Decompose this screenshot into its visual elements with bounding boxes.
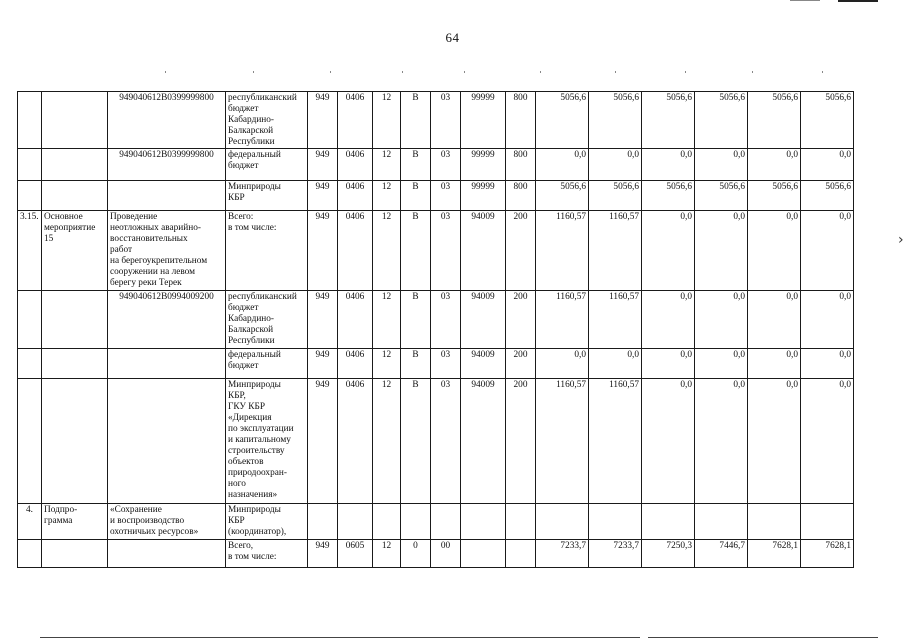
table-cell-grbs — [308, 504, 338, 540]
table-cell-vr: 800 — [506, 92, 536, 149]
table-cell-source: Всего, в том числе: — [226, 540, 308, 568]
scan-edge-mark: › — [898, 232, 904, 248]
table-cell-year — [642, 504, 695, 540]
tick — [464, 71, 465, 73]
table-cell-status: Основное мероприятие 15 — [42, 211, 108, 291]
table-cell-status — [42, 181, 108, 211]
table-cell-rzpr: 0605 — [338, 540, 373, 568]
table-row — [18, 349, 854, 379]
table-cell-year: 1160,57 — [589, 291, 642, 349]
table-cell-vr: 200 — [506, 211, 536, 291]
table-cell-total: 5056,6 — [536, 181, 589, 211]
table-cell-year — [748, 504, 801, 540]
table-cell-vr — [506, 504, 536, 540]
table-cell-gp: 12 — [373, 149, 401, 181]
table-cell-direction: 94009 — [461, 211, 506, 291]
tick — [685, 71, 686, 73]
table-cell-year: 7628,1 — [801, 540, 854, 568]
table-cell-year: 0,0 — [695, 149, 748, 181]
column-tick-row — [40, 71, 880, 73]
tick — [402, 71, 403, 73]
tick — [540, 71, 541, 73]
table-cell-om: 03 — [431, 211, 461, 291]
table-cell-grbs: 949 — [308, 349, 338, 379]
table-cell-year: 5056,6 — [642, 92, 695, 149]
tick — [330, 71, 331, 73]
table-cell-vr: 200 — [506, 379, 536, 504]
table-cell-direction — [461, 540, 506, 568]
table-cell-status — [42, 379, 108, 504]
table-cell-rzpr: 0406 — [338, 92, 373, 149]
table-cell-rzpr: 0406 — [338, 181, 373, 211]
table-cell-name: «Сохранение и воспроизводство охотничьих ресурсов» — [108, 504, 226, 540]
table-cell-grbs: 949 — [308, 540, 338, 568]
table-cell-om: 03 — [431, 181, 461, 211]
table-cell-year: 0,0 — [801, 149, 854, 181]
table-cell-year: 0,0 — [695, 291, 748, 349]
table-cell-pgp — [401, 504, 431, 540]
table-cell-year: 0,0 — [642, 379, 695, 504]
table-cell-number — [18, 540, 42, 568]
table-cell-pgp: В — [401, 211, 431, 291]
table-cell-status — [42, 349, 108, 379]
table-cell-source: федеральный бюджет — [226, 149, 308, 181]
table-cell-year: 0,0 — [642, 349, 695, 379]
table-cell-grbs: 949 — [308, 211, 338, 291]
table-cell-source: республиканский бюджет Кабардино- Балкарской Республики — [226, 92, 308, 149]
table-cell-gp: 12 — [373, 379, 401, 504]
table-cell-direction: 99999 — [461, 92, 506, 149]
table-cell-year: 7250,3 — [642, 540, 695, 568]
table-cell-total: 1160,57 — [536, 379, 589, 504]
table-row — [18, 211, 854, 291]
table-cell-number: 4. — [18, 504, 42, 540]
table-cell-year: 0,0 — [695, 211, 748, 291]
table-row — [18, 149, 854, 181]
table-cell-name — [108, 181, 226, 211]
table-cell-grbs: 949 — [308, 181, 338, 211]
table-cell-year: 1160,57 — [589, 379, 642, 504]
table-cell-name — [108, 540, 226, 568]
table-cell-year: 0,0 — [695, 349, 748, 379]
table-cell-source: Минприроды КБР, ГКУ КБР «Дирекция по эксплуатации и капитальному строительству объектов природоохран- ного назначения» — [226, 379, 308, 504]
table-cell-gp — [373, 504, 401, 540]
table-cell-om: 03 — [431, 349, 461, 379]
table-cell-year: 7233,7 — [589, 540, 642, 568]
table-cell-total: 0,0 — [536, 349, 589, 379]
table-cell-grbs: 949 — [308, 379, 338, 504]
table-cell-source: Минприроды КБР (координатор), — [226, 504, 308, 540]
table-cell-total: 1160,57 — [536, 291, 589, 349]
table-cell-year: 0,0 — [748, 379, 801, 504]
tick — [253, 71, 254, 73]
table-cell-year: 0,0 — [801, 211, 854, 291]
table-cell-year: 0,0 — [748, 149, 801, 181]
table-cell-year: 0,0 — [695, 379, 748, 504]
table-cell-grbs: 949 — [308, 291, 338, 349]
table-cell-om: 00 — [431, 540, 461, 568]
table-cell-gp: 12 — [373, 92, 401, 149]
table-cell-om — [431, 504, 461, 540]
table-cell-direction: 99999 — [461, 149, 506, 181]
table-cell-name: 949040612B0399999800 — [108, 92, 226, 149]
table-cell-year: 5056,6 — [589, 181, 642, 211]
table-cell-year: 0,0 — [642, 149, 695, 181]
table-cell-rzpr: 0406 — [338, 379, 373, 504]
table-cell-number — [18, 291, 42, 349]
table-cell-year: 7628,1 — [748, 540, 801, 568]
table-row — [18, 504, 854, 540]
table-cell-rzpr: 0406 — [338, 149, 373, 181]
table-cell-pgp: В — [401, 379, 431, 504]
table-cell-direction: 94009 — [461, 379, 506, 504]
table-cell-vr — [506, 540, 536, 568]
table-cell-total: 1160,57 — [536, 211, 589, 291]
table-cell-gp: 12 — [373, 291, 401, 349]
table-cell-year — [801, 504, 854, 540]
table-cell-pgp: В — [401, 349, 431, 379]
table-cell-vr: 200 — [506, 349, 536, 379]
table-cell-year: 1160,57 — [589, 211, 642, 291]
table-cell-total: 0,0 — [536, 149, 589, 181]
table-cell-pgp: В — [401, 181, 431, 211]
table-cell-gp: 12 — [373, 540, 401, 568]
table-cell-vr: 800 — [506, 181, 536, 211]
table-cell-name — [108, 349, 226, 379]
table-cell-year: 5056,6 — [695, 92, 748, 149]
scan-rule-bottom — [40, 637, 640, 638]
scan-rule-top — [838, 0, 878, 2]
table-cell-source: республиканский бюджет Кабардино- Балкарской Республики — [226, 291, 308, 349]
table-cell-year — [589, 504, 642, 540]
table-cell-direction — [461, 504, 506, 540]
table-cell-name: 949040612B0399999800 — [108, 149, 226, 181]
table-cell-pgp: В — [401, 92, 431, 149]
table-cell-source: Всего: в том числе: — [226, 211, 308, 291]
table-cell-number — [18, 379, 42, 504]
scan-rule-bottom — [648, 637, 878, 638]
table-cell-rzpr: 0406 — [338, 291, 373, 349]
table-cell-year: 5056,6 — [589, 92, 642, 149]
table-cell-name: Проведение неотложных аварийно- восстановительных работ на берегоукрепительном сооружении на левом берегу реки Терек — [108, 211, 226, 291]
table-cell-year: 5056,6 — [748, 181, 801, 211]
table-cell-gp: 12 — [373, 181, 401, 211]
table-cell-status — [42, 149, 108, 181]
table-cell-year: 0,0 — [642, 211, 695, 291]
table-cell-year: 0,0 — [642, 291, 695, 349]
table-cell-year: 0,0 — [801, 291, 854, 349]
table-cell-year: 5056,6 — [801, 181, 854, 211]
table-cell-year: 5056,6 — [748, 92, 801, 149]
table-cell-year: 0,0 — [748, 211, 801, 291]
page-number: 64 — [445, 30, 460, 45]
table-cell-direction: 94009 — [461, 349, 506, 379]
table-cell-source: Минприроды КБР — [226, 181, 308, 211]
table-cell-vr: 800 — [506, 149, 536, 181]
table-cell-pgp: В — [401, 291, 431, 349]
table-cell-total: 5056,6 — [536, 92, 589, 149]
table-cell-name — [108, 379, 226, 504]
table-cell-number — [18, 92, 42, 149]
table-cell-number: 3.15. — [18, 211, 42, 291]
table-cell-om: 03 — [431, 291, 461, 349]
table-cell-direction: 99999 — [461, 181, 506, 211]
tick — [822, 71, 823, 73]
table-cell-vr: 200 — [506, 291, 536, 349]
table-row — [18, 379, 854, 504]
table-cell-total: 7233,7 — [536, 540, 589, 568]
table-cell-status: Подпро- грамма — [42, 504, 108, 540]
tick — [165, 71, 166, 73]
table-cell-name: 949040612B0994009200 — [108, 291, 226, 349]
table-cell-om: 03 — [431, 379, 461, 504]
table-cell-year: 0,0 — [589, 149, 642, 181]
table-cell-year: 7446,7 — [695, 540, 748, 568]
budget-table — [17, 91, 854, 568]
table-cell-year — [695, 504, 748, 540]
table-cell-pgp: 0 — [401, 540, 431, 568]
scan-mark-top — [790, 0, 820, 1]
table-cell-status — [42, 92, 108, 149]
table-cell-year: 5056,6 — [642, 181, 695, 211]
table-cell-om: 03 — [431, 92, 461, 149]
table-cell-pgp: В — [401, 149, 431, 181]
table-cell-rzpr: 0406 — [338, 211, 373, 291]
table-cell-rzpr — [338, 504, 373, 540]
table-cell-year: 0,0 — [589, 349, 642, 379]
table-cell-gp: 12 — [373, 211, 401, 291]
table-row — [18, 92, 854, 149]
tick — [615, 71, 616, 73]
table-cell-number — [18, 349, 42, 379]
table-cell-gp: 12 — [373, 349, 401, 379]
table-cell-year: 0,0 — [748, 349, 801, 379]
table-cell-year: 5056,6 — [695, 181, 748, 211]
table-cell-year: 5056,6 — [801, 92, 854, 149]
table-cell-grbs: 949 — [308, 92, 338, 149]
tick — [752, 71, 753, 73]
table-row — [18, 181, 854, 211]
table-cell-status — [42, 540, 108, 568]
table-cell-direction: 94009 — [461, 291, 506, 349]
table-cell-status — [42, 291, 108, 349]
table-cell-number — [18, 149, 42, 181]
table-cell-number — [18, 181, 42, 211]
table-cell-source: федеральный бюджет — [226, 349, 308, 379]
table-cell-grbs: 949 — [308, 149, 338, 181]
table-row — [18, 540, 854, 568]
table-cell-total — [536, 504, 589, 540]
table-cell-rzpr: 0406 — [338, 349, 373, 379]
table-cell-year: 0,0 — [801, 349, 854, 379]
table-cell-year: 0,0 — [801, 379, 854, 504]
table-cell-om: 03 — [431, 149, 461, 181]
table-row — [18, 291, 854, 349]
table-cell-year: 0,0 — [748, 291, 801, 349]
